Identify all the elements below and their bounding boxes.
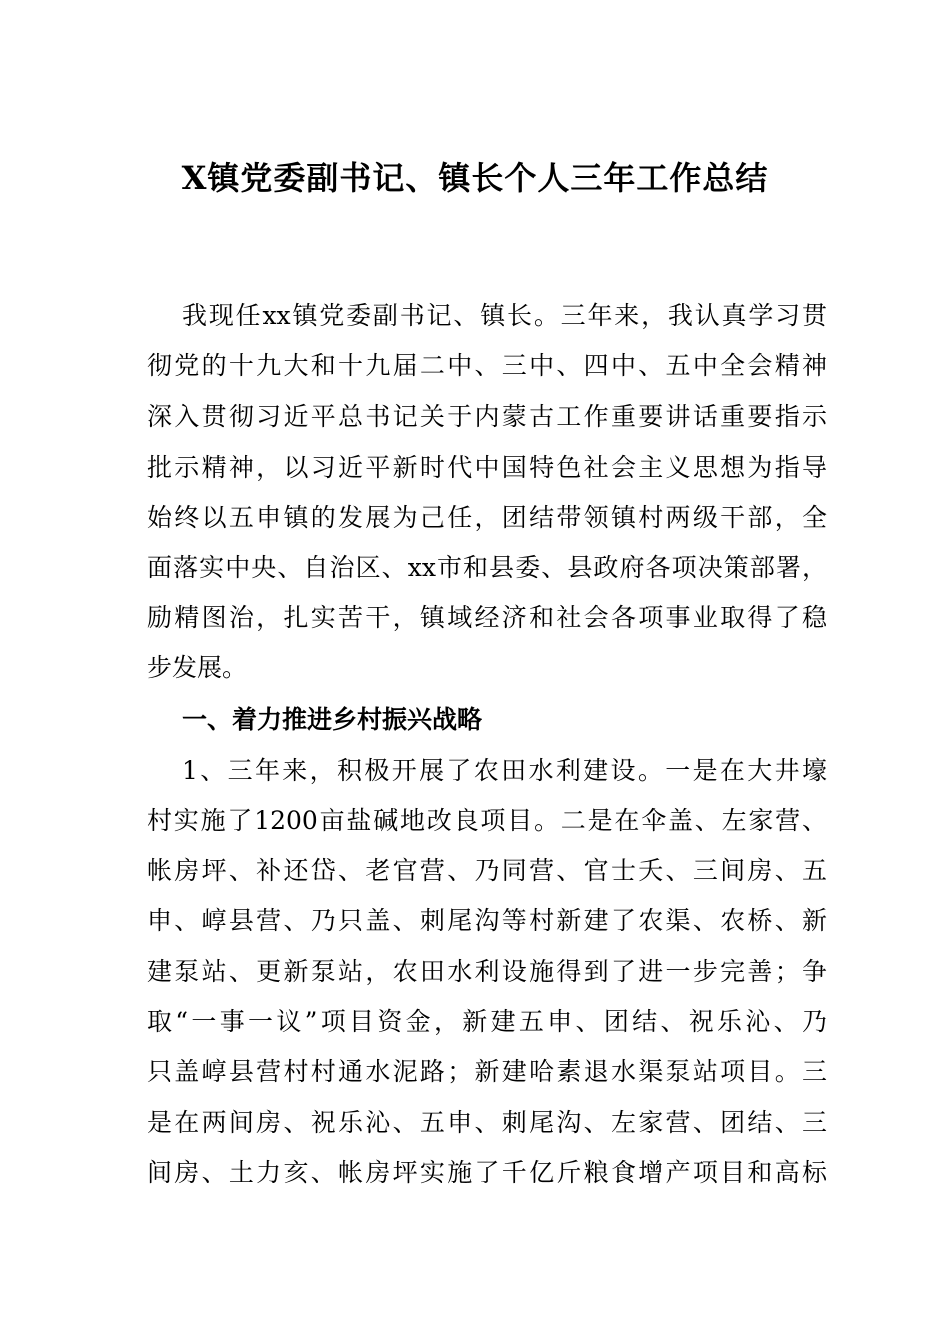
intro-line: 励精图治，扎实苦干，镇域经济和社会各项事业取得了稳 [147,603,827,632]
intro-line: 深入贯彻习近平总书记关于内蒙古工作重要讲话重要指示 [147,402,827,431]
section-line: 1、三年来，积极开展了农田水利建设。一是在大井壕 [182,756,827,785]
section-line: 申、崞县营、乃只盖、刺尾沟等村新建了农渠、农桥、新 [147,906,827,935]
section-line: 帐房坪、补还岱、老官营、乃同营、官士夭、三间房、五 [147,856,827,885]
section-line: 建泵站、更新泵站，农田水利设施得到了进一步完善；争 [147,957,827,986]
section-line: 是在两间房、祝乐沁、五申、刺尾沟、左家营、团结、三 [147,1108,827,1137]
intro-line: 我现任xx镇党委副书记、镇长。三年来，我认真学习贯 [182,301,827,330]
section-line: 只盖崞县营村村通水泥路；新建哈素退水渠泵站项目。三 [147,1057,827,1086]
intro-line: 步发展。 [147,653,248,682]
intro-line: 始终以五申镇的发展为己任，团结带领镇村两级干部，全 [147,503,827,532]
section-line: 间房、土力亥、帐房坪实施了千亿斤粮食增产项目和高标 [147,1158,827,1187]
section-heading: 一、着力推进乡村振兴战略 [182,705,483,734]
document-title: X镇党委副书记、镇长个人三年工作总结 [181,159,769,197]
section-line: 取“一事一议”项目资金，新建五申、团结、祝乐沁、乃 [147,1007,827,1036]
intro-line: 批示精神，以习近平新时代中国特色社会主义思想为指导 [147,453,827,482]
intro-line: 面落实中央、自治区、xx市和县委、县政府各项决策部署， [147,553,827,582]
intro-line: 彻党的十九大和十九届二中、三中、四中、五中全会精神 [147,351,827,380]
section-line: 村实施了1200亩盐碱地改良项目。二是在伞盖、左家营、 [147,806,827,835]
